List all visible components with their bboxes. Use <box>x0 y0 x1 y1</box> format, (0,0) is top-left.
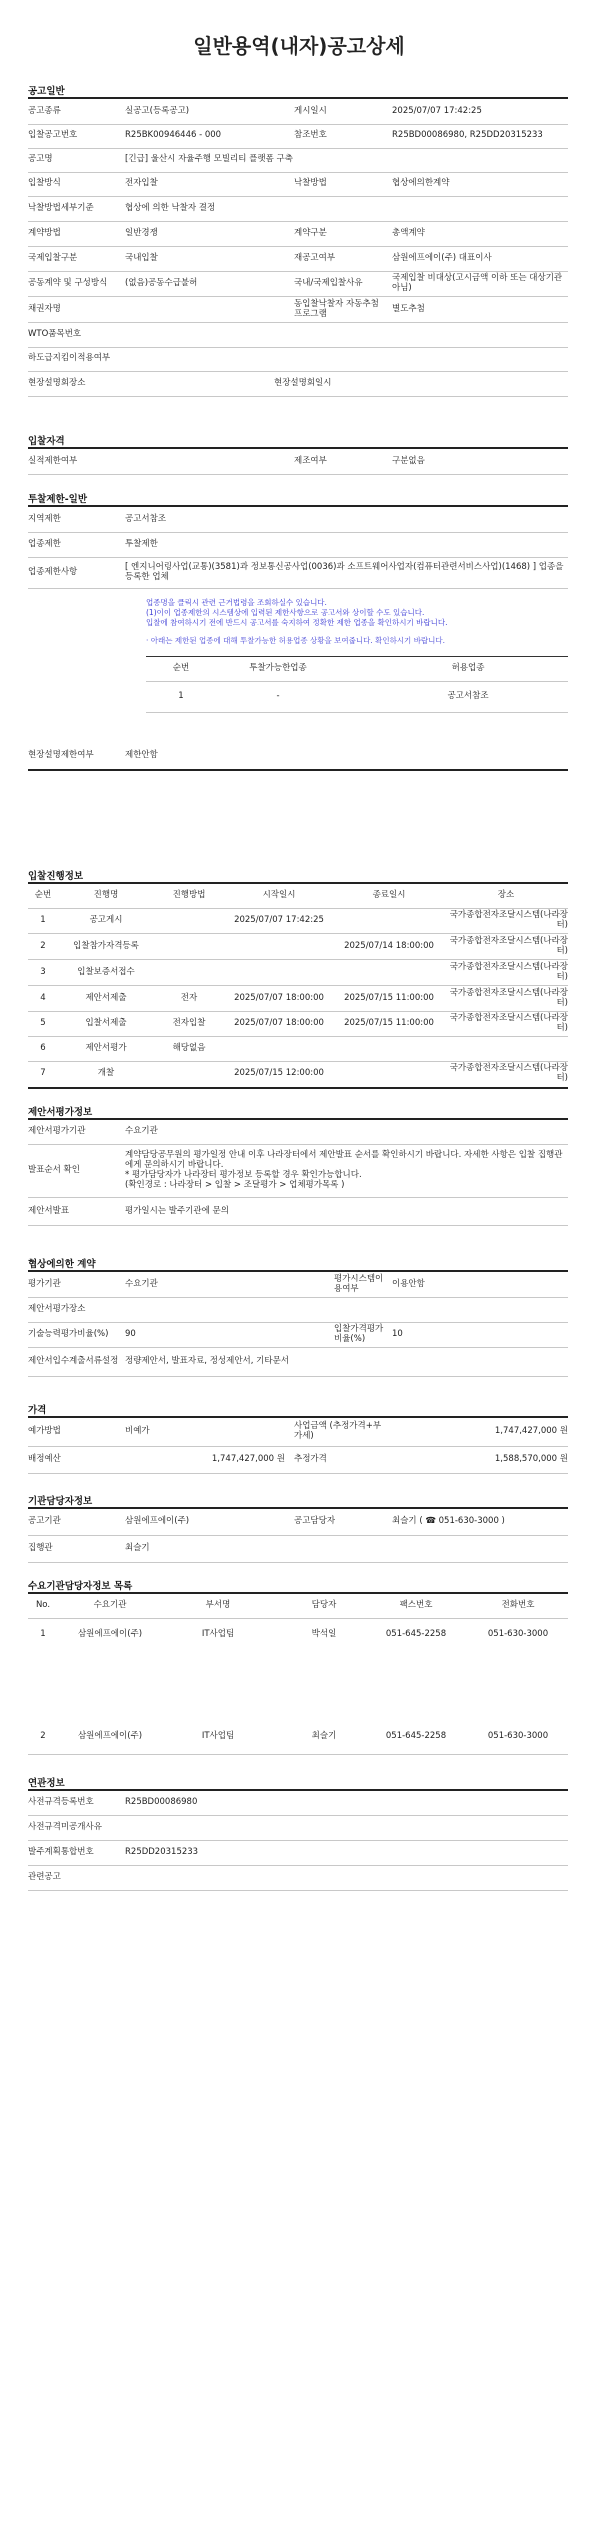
section-title: 협상에의한 계약 <box>28 1259 96 1270</box>
field-label: 게시일시 <box>294 106 327 117</box>
field-label: 입찰가격평가비율(%) <box>334 1324 384 1344</box>
note-line: 업종명을 클릭시 관련 근거법령을 조회하실수 있습니다. <box>146 598 327 607</box>
field-value: 최슬기 ( ☎ 051-630-3000 ) <box>392 1516 505 1527</box>
allowed-industry-note: · 아래는 제한된 업종에 대해 투찰가능한 허용업종 상황을 보여줍니다. 확인하시기 바랍니다. <box>146 636 446 645</box>
table-header-row <box>146 656 568 682</box>
field-label: 입찰방식 <box>28 178 61 189</box>
field-label: 평가시스템이용여부 <box>334 1274 384 1294</box>
field-label: 지역제한 <box>28 514 61 525</box>
info-row <box>28 1791 568 1816</box>
restriction-notes <box>146 598 566 628</box>
field-label: 채권자명 <box>28 304 61 315</box>
note-line: 입찰에 참여하시기 전에 반드시 공고서를 숙지하여 정확한 제한 업종을 확인하시기 바랍니다. <box>146 618 448 628</box>
table-cell: 7 <box>40 1068 46 1079</box>
field-value: 90 <box>125 1329 136 1340</box>
field-value: 1,747,427,000 원 <box>211 1454 285 1465</box>
table-row <box>28 1011 568 1037</box>
column-header: 부서명 <box>205 1600 231 1611</box>
table-cell: 삼원에프에이(주) <box>77 1731 143 1742</box>
info-row <box>28 372 568 397</box>
info-row <box>28 1199 568 1226</box>
field-value <box>125 298 285 322</box>
info-row <box>28 1447 568 1474</box>
field-label: 사전규격미공개사유 <box>28 1822 102 1833</box>
field-value: 협상에 의한 낙찰자 결정 <box>125 203 216 214</box>
field-value: (없음)공동수급불허 <box>125 278 198 289</box>
field-label: 낙찰방법세부기준 <box>28 203 94 214</box>
info-row <box>28 197 568 222</box>
field-value: 국내입찰 <box>125 253 158 264</box>
section-title: 제안서평가정보 <box>28 1107 93 1118</box>
section-title: 공고일반 <box>28 86 65 97</box>
info-row <box>28 272 568 297</box>
info-row <box>28 450 568 475</box>
field-value: 실공고(등록공고) <box>125 106 190 117</box>
table-cell <box>154 908 224 933</box>
column-header: 담당자 <box>311 1600 337 1611</box>
field-label: 추정가격 <box>294 1454 327 1465</box>
section-title: 수요기관담당자정보 목록 <box>28 1581 133 1592</box>
field-value: 비예가 <box>125 1426 150 1437</box>
table-cell: 공고게시 <box>89 914 123 925</box>
field-label: 참조번호 <box>294 130 327 141</box>
table-cell: 제안서평가 <box>85 1042 127 1053</box>
field-value: 제한안함 <box>125 750 158 761</box>
field-label: 계약방법 <box>28 228 61 239</box>
field-label: 발주계획통합번호 <box>28 1847 94 1858</box>
info-row <box>28 1816 568 1841</box>
table-cell: 전자 <box>180 992 198 1003</box>
field-label: 실적제한여부 <box>28 456 78 467</box>
table-cell <box>334 908 444 933</box>
field-value: 계약담당공무원의 평가일정 안내 이후 나라장터에서 제안발표 순서를 확인하시기 바랍니다. 자세한 사항은 입찰 집행관에게 문의하시기 바랍니다. * 평가담당자가 나라장터 평가정보 등록할 경우 확인가능합니다. (확인경로 : 나라장터 > 입찰 > 조달평가 > 업체평가목록 ) <box>125 1150 563 1190</box>
field-label: 제조여부 <box>294 456 327 467</box>
field-value <box>125 372 285 396</box>
table-cell <box>154 934 224 959</box>
section-title: 투찰제한-일반 <box>28 494 88 505</box>
field-label: 관련공고 <box>28 1872 61 1883</box>
field-value: 2025/07/07 17:42:25 <box>392 106 482 117</box>
field-label: 공고종류 <box>28 106 61 117</box>
field-value <box>125 1298 565 1322</box>
field-value: 1,747,427,000 원 <box>494 1426 568 1437</box>
info-row <box>28 148 568 173</box>
section-title: 기관담당자정보 <box>28 1496 93 1507</box>
column-header: 진행방법 <box>172 890 206 901</box>
info-row <box>28 124 568 149</box>
table-cell: 051-645-2258 <box>385 1731 447 1742</box>
table-cell: 051-630-3000 <box>487 1731 549 1742</box>
table-cell: 최슬기 <box>311 1731 337 1742</box>
info-row <box>28 1418 568 1447</box>
info-row <box>28 1866 568 1891</box>
field-value: 구분없음 <box>392 456 425 467</box>
info-row <box>28 1145 568 1198</box>
info-row <box>28 743 568 771</box>
table-row <box>28 934 568 960</box>
column-header: 전화번호 <box>501 1600 535 1611</box>
section-title: 입찰진행정보 <box>28 871 84 882</box>
field-label: 업종제한 <box>28 539 61 550</box>
field-label: 국제입찰구분 <box>28 253 78 264</box>
table-cell: 개찰 <box>97 1068 115 1079</box>
field-value: 수요기관 <box>125 1279 158 1290</box>
field-label: 공동계약 및 구성방식 <box>28 278 108 289</box>
info-row <box>28 1323 568 1348</box>
table-cell: 1 <box>40 1629 46 1640</box>
table-cell: 4 <box>40 992 46 1003</box>
table-cell: 1 <box>40 914 46 925</box>
table-row <box>28 1620 568 1650</box>
table-header-row <box>28 1594 568 1619</box>
field-value: 공고서참조 <box>125 514 167 525</box>
info-row <box>28 247 568 272</box>
section-divider <box>28 447 568 449</box>
table-cell <box>444 1036 568 1061</box>
field-value: 수요기관 <box>125 1126 158 1137</box>
table-cell: - <box>276 691 280 702</box>
note-line: (1)이이 업종제한의 시스템상에 입력된 제한사항으로 공고서와 상이할 수도 있습니다. <box>146 608 425 618</box>
field-value: R25DD20315233 <box>125 1847 199 1858</box>
field-label: 평가기관 <box>28 1279 61 1290</box>
table-cell: 051-645-2258 <box>385 1629 447 1640</box>
column-header: 허용업종 <box>451 663 485 674</box>
column-header: 팩스번호 <box>399 1600 433 1611</box>
field-value <box>125 347 565 371</box>
table-cell: 박석일 <box>311 1629 337 1640</box>
info-row <box>28 1273 568 1298</box>
field-label: 입찰공고번호 <box>28 130 78 141</box>
field-value: 총액계약 <box>392 228 425 239</box>
field-value <box>125 323 565 347</box>
table-cell <box>224 934 334 959</box>
field-label: 집행관 <box>28 1543 53 1554</box>
field-label: 공고담당자 <box>294 1516 336 1527</box>
info-row <box>28 172 568 197</box>
field-value: 일반경쟁 <box>125 228 158 239</box>
table-row <box>146 682 568 713</box>
table-cell <box>334 1036 444 1061</box>
table-row <box>28 986 568 1012</box>
field-value: 10 <box>392 1329 403 1340</box>
table-cell: 2 <box>40 940 46 951</box>
table-row <box>28 1061 568 1089</box>
table-row <box>28 1036 568 1062</box>
table-header-row <box>28 884 568 909</box>
field-value: R25BD00086980, R25DD20315233 <box>392 130 543 141</box>
table-cell: 공고서참조 <box>447 691 489 702</box>
field-label: 사전규격등록번호 <box>28 1797 94 1808</box>
table-cell: 2 <box>40 1731 46 1742</box>
table-cell <box>224 1036 334 1061</box>
table-cell: 국가종합전자조달시스템(나라장터) <box>449 1012 568 1033</box>
field-label: 재공고여부 <box>294 253 336 264</box>
column-header: 진행명 <box>93 890 119 901</box>
info-row <box>28 222 568 247</box>
table-cell: IT사업팀 <box>201 1629 235 1640</box>
field-label: 제안서발표 <box>28 1206 70 1217</box>
column-header: 수요기관 <box>93 1600 127 1611</box>
field-value: 투찰제한 <box>125 539 158 550</box>
table-cell: IT사업팀 <box>201 1731 235 1742</box>
table-cell: 5 <box>40 1017 46 1028</box>
section-title: 연관정보 <box>28 1778 65 1789</box>
column-header: 순번 <box>34 890 52 901</box>
table-cell <box>334 1061 444 1087</box>
info-row <box>28 1509 568 1536</box>
table-cell <box>154 1061 224 1087</box>
table-cell: 입찰참가자격등록 <box>73 940 139 951</box>
table-cell: 2025/07/07 18:00:00 <box>234 1017 324 1028</box>
table-cell <box>224 960 334 985</box>
field-label: 제안서평가장소 <box>28 1304 86 1315</box>
info-row <box>28 533 568 558</box>
section-title: 가격 <box>28 1405 47 1416</box>
field-label: 현장설명회장소 <box>28 378 86 389</box>
field-label: 발표순서 확인 <box>28 1165 80 1176</box>
field-label: WTO품목번호 <box>28 329 82 340</box>
table-row <box>28 908 568 934</box>
field-value: 삼원에프에이(주) 대표이사 <box>392 253 492 264</box>
info-row <box>28 100 568 125</box>
column-header: 종료일시 <box>372 890 406 901</box>
table-cell <box>334 960 444 985</box>
table-cell <box>154 960 224 985</box>
info-row <box>28 558 568 589</box>
field-value: 평가일시는 발주기관에 문의 <box>125 1206 229 1217</box>
table-cell: 1 <box>178 691 184 702</box>
table-cell: 국가종합전자조달시스템(나라장터) <box>449 909 568 930</box>
field-label: 기술능력평가비율(%) <box>28 1329 109 1340</box>
column-header: 장소 <box>497 890 515 901</box>
field-value: 전자입찰 <box>125 178 158 189</box>
section-divider <box>28 97 568 99</box>
info-row <box>28 508 568 533</box>
column-header: 시작일시 <box>262 890 296 901</box>
table-cell: 입찰서제출 <box>85 1017 127 1028</box>
table-cell: 국가종합전자조달시스템(나라장터) <box>449 935 568 956</box>
table-cell: 국가종합전자조달시스템(나라장터) <box>449 1063 568 1083</box>
table-cell: 국가종합전자조달시스템(나라장터) <box>449 961 568 982</box>
field-label: 사업금액 (추정가격+부가세) <box>294 1421 382 1441</box>
field-value <box>125 450 285 474</box>
table-cell: 2025/07/15 11:00:00 <box>344 1017 434 1028</box>
column-header: No. <box>35 1600 51 1611</box>
field-value: 삼원에프에이(주) <box>125 1516 190 1527</box>
table-cell: 3 <box>40 966 46 977</box>
field-label: 업종제한사항 <box>28 567 78 578</box>
field-label: 제안서입수계출서류설정 <box>28 1356 119 1367</box>
field-label: 공고기관 <box>28 1516 61 1527</box>
field-value: 1,588,570,000 원 <box>494 1454 568 1465</box>
info-row <box>28 1536 568 1563</box>
field-label: 공고명 <box>28 154 53 165</box>
field-label: 국내/국제입찰사유 <box>294 278 363 289</box>
column-header: 순번 <box>172 663 190 674</box>
info-row <box>28 298 568 323</box>
table-cell: 2025/07/14 18:00:00 <box>344 940 434 951</box>
table-cell: 6 <box>40 1042 46 1053</box>
table-cell: 해당없음 <box>172 1042 206 1053</box>
section-divider <box>28 1270 568 1272</box>
table-cell: 2025/07/15 12:00:00 <box>234 1068 324 1079</box>
field-label: 현장설명회일시 <box>274 378 332 389</box>
field-label: 하도급지킴이적용여부 <box>28 353 111 364</box>
table-cell: 2025/07/15 11:00:00 <box>344 992 434 1003</box>
field-label: 동입찰낙찰자 자동추첨 프로그램 <box>294 299 379 319</box>
field-value: R25BD00086980 <box>125 1797 198 1808</box>
table-cell: 전자입찰 <box>172 1017 206 1028</box>
info-row <box>28 1841 568 1866</box>
column-header: 투찰가능한업종 <box>249 663 307 674</box>
field-value: 별도추첨 <box>392 304 425 315</box>
field-value: 국제입찰 비대상(고시금액 이하 또는 대상기관아님) <box>392 273 563 293</box>
table-cell: 삼원에프에이(주) <box>77 1629 143 1640</box>
field-value <box>125 1816 565 1840</box>
table-cell: 입찰보증서접수 <box>77 966 135 977</box>
field-value: [ 엔지니어링사업(교통)(3581)과 정보통신공사업(0036)과 소프트웨어사업자(컴퓨터관련서비스사업)(1468) ] 업종을 등록한 업체 <box>125 562 564 582</box>
table-row <box>28 1720 568 1755</box>
table-row <box>28 960 568 986</box>
table-cell: 2025/07/07 17:42:25 <box>234 914 324 925</box>
field-label: 낙찰방법 <box>294 178 327 189</box>
info-row <box>28 323 568 348</box>
field-label: 예가방법 <box>28 1426 61 1437</box>
field-value: 최슬기 <box>125 1543 150 1554</box>
table-cell: 국가종합전자조달시스템(나라장터) <box>449 987 568 1008</box>
field-value: 협상에의한계약 <box>392 178 450 189</box>
field-value: 이용안함 <box>392 1279 425 1290</box>
field-value: 정량제안서, 발표자료, 정성제안서, 기타문서 <box>125 1356 290 1367</box>
field-label: 현장설명제한여부 <box>28 750 94 761</box>
table-cell: 제안서제출 <box>85 992 127 1003</box>
section-divider <box>28 505 568 507</box>
field-label: 제안서평가기관 <box>28 1126 86 1137</box>
info-row <box>28 1120 568 1145</box>
table-cell: 051-630-3000 <box>487 1629 549 1640</box>
info-row <box>28 1298 568 1323</box>
field-value <box>368 372 568 396</box>
section-title: 입찰자격 <box>28 436 65 447</box>
field-value <box>125 1866 565 1890</box>
table-cell: 2025/07/07 18:00:00 <box>234 992 324 1003</box>
field-label: 계약구분 <box>294 228 327 239</box>
field-label: 배정예산 <box>28 1454 61 1465</box>
info-row <box>28 347 568 372</box>
field-value: R25BK00946446 - 000 <box>125 130 222 141</box>
page-title: 일반용역(내자)공고상세 <box>193 34 405 58</box>
info-row <box>28 1348 568 1377</box>
field-value: [긴급] 울산시 자율주행 모빌리티 플랫폼 구축 <box>125 154 293 165</box>
